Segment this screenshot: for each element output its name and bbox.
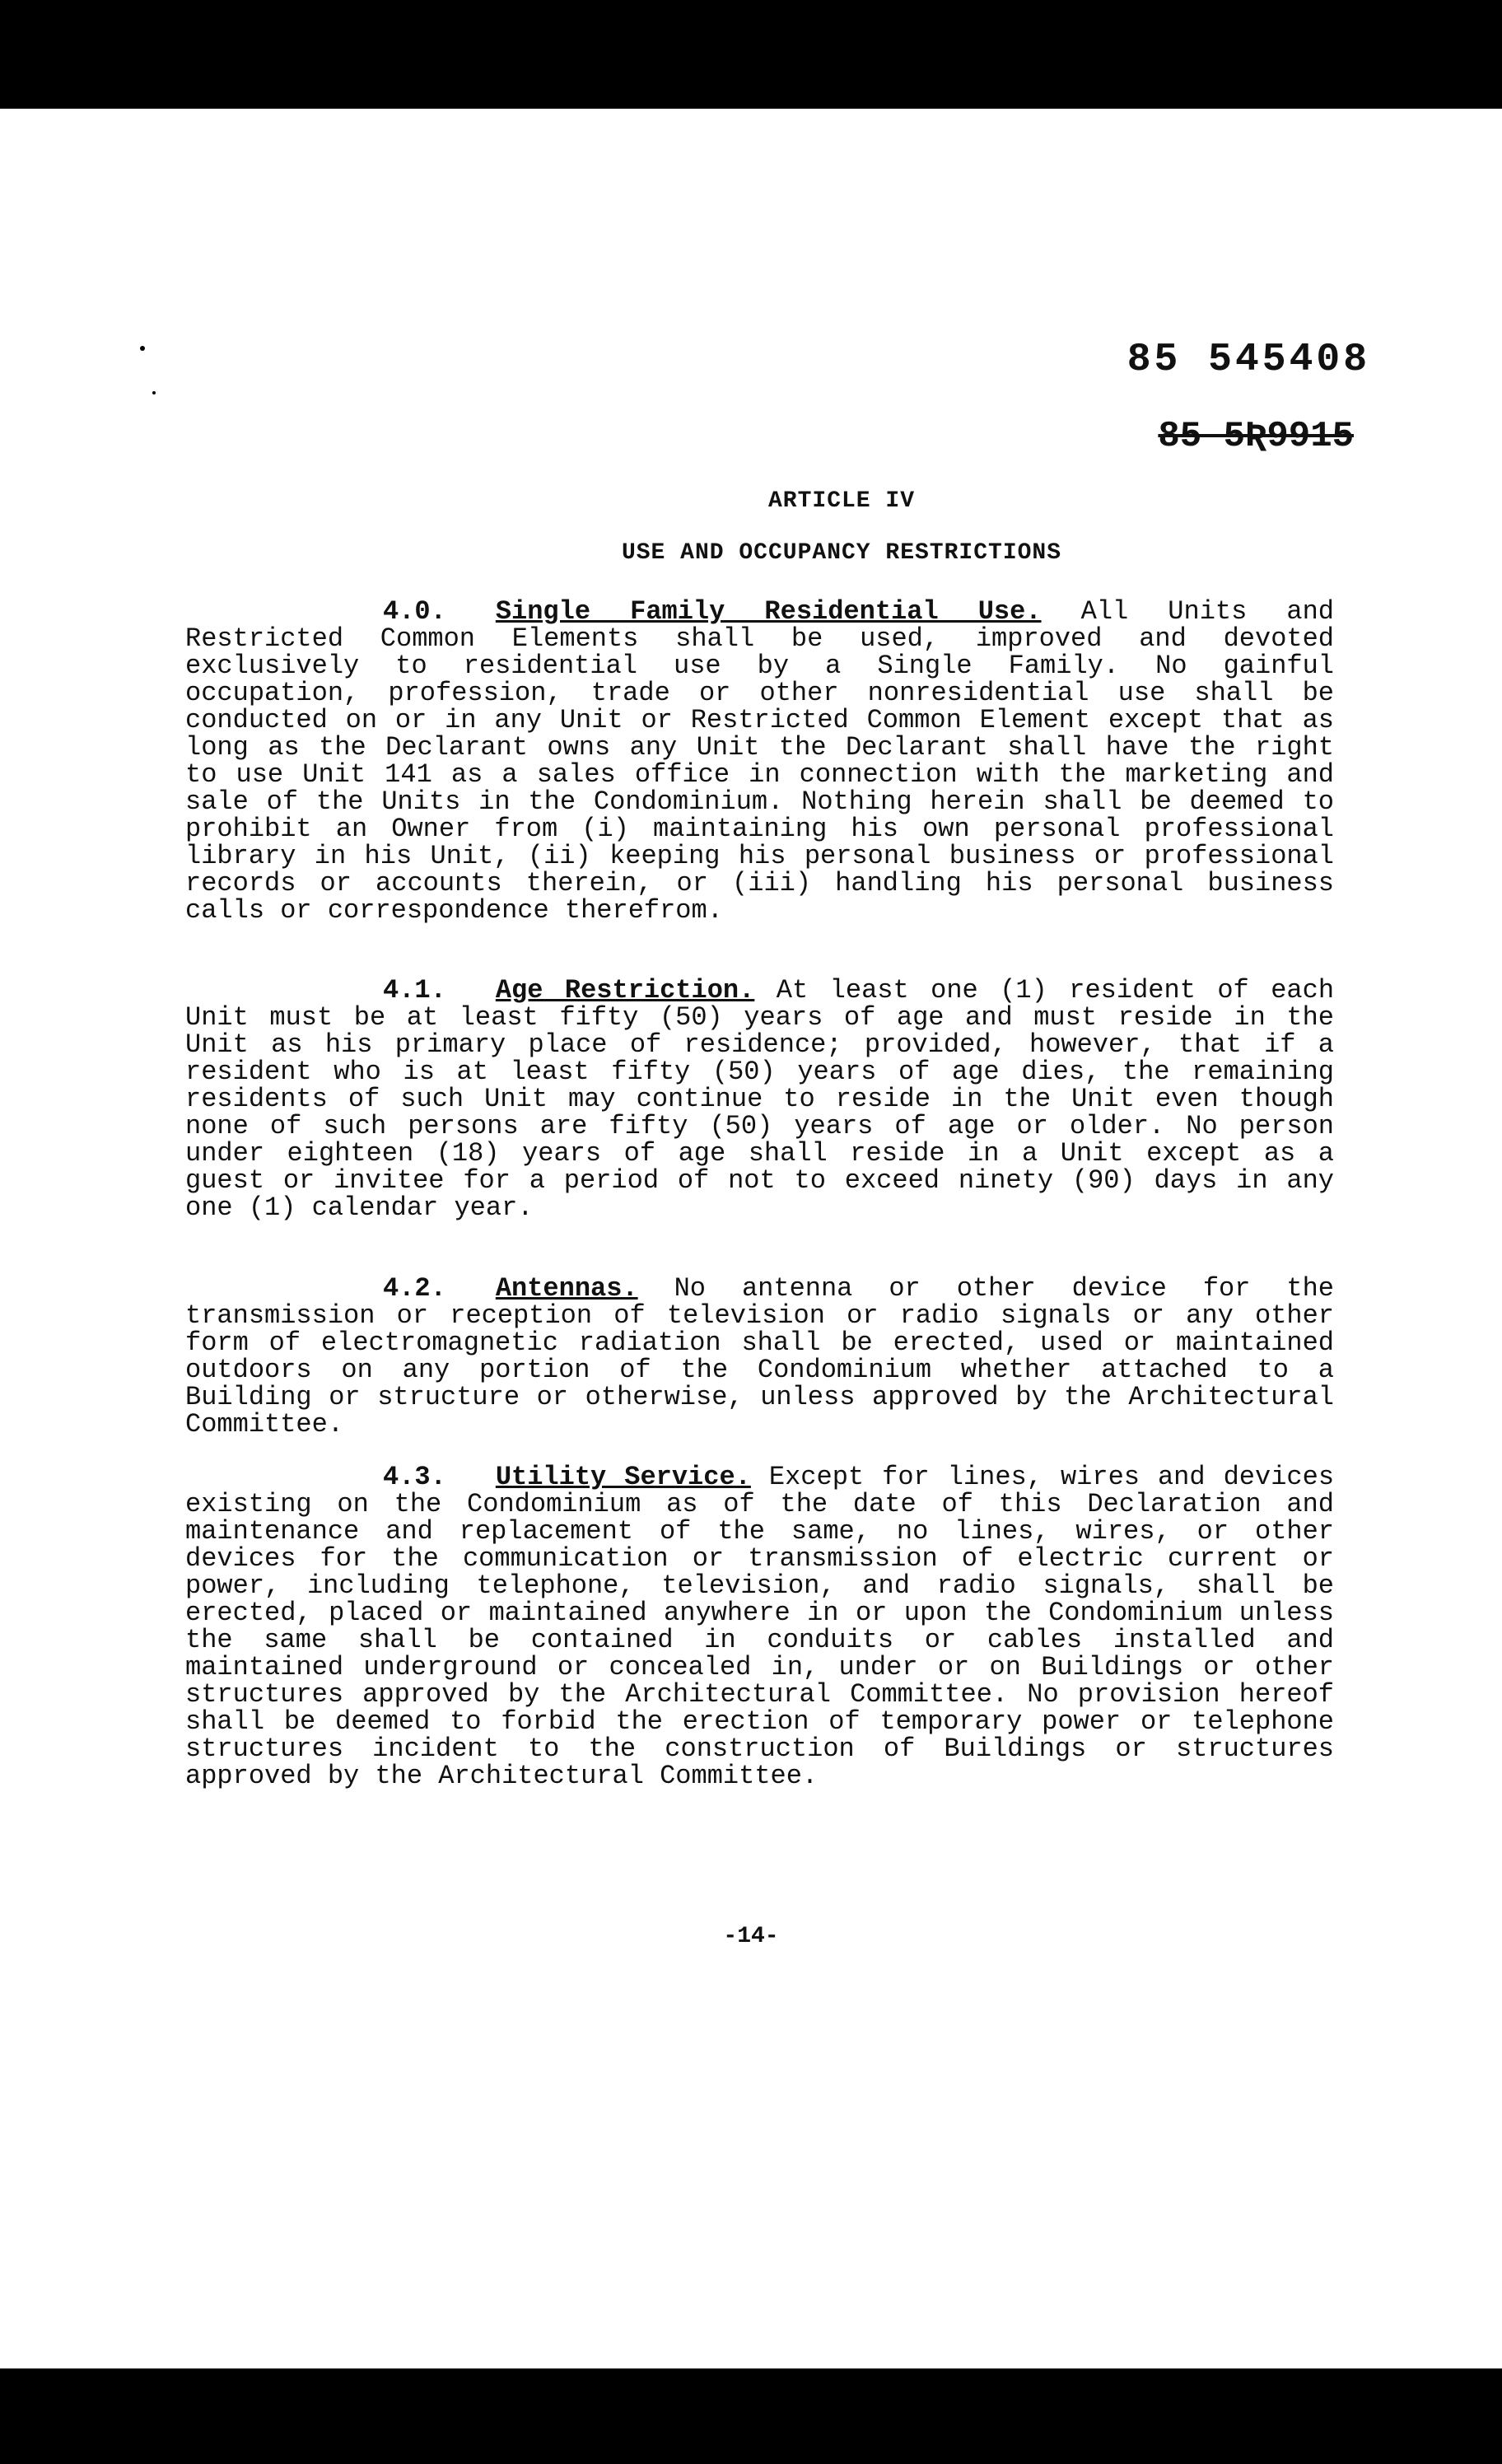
section-title: Age Restriction.: [495, 975, 755, 1006]
section-title: Antennas.: [495, 1273, 638, 1304]
scan-speck: [140, 346, 145, 351]
scan-border-bottom: [0, 2368, 1502, 2464]
section-4-3: [185, 1463, 1334, 1790]
section-number: 4.1.: [383, 975, 446, 1006]
section-4-0: [185, 598, 1334, 924]
section-number: 4.3.: [383, 1462, 446, 1492]
section-title: Utility Service.: [495, 1462, 751, 1492]
scan-speck: [152, 391, 156, 394]
struck-document-number: 85 5Ʀ9915: [1158, 416, 1354, 457]
scan-border-top: [0, 0, 1502, 109]
section-body: Except for lines, wires and devices existing on the Condominium as of the date of this Declaration and maintenance and replacement of the same, no lines, wires, or other devices for the communication or transmission of electric current or power, including telephone, television, and radio signals, shall be erected, placed or maintained anywhere in or upon the Condominium unless the same shall be contained in conduits or cables installed and maintained underground or concealed in, under or on Buildings or other structures approved by the Architectural Committee. No provision hereof shall be deemed to forbid the erection of temporary power or telephone structures incident to the construction of Buildings or structures approved by the Architectural Committee.: [185, 1462, 1335, 1791]
article-title: ARTICLE IV: [767, 488, 916, 514]
document-number: 85 545408: [1126, 338, 1370, 382]
section-number: 4.2.: [383, 1273, 446, 1304]
section-number: 4.0.: [383, 596, 446, 627]
section-4-2: [185, 1275, 1334, 1438]
section-title: Single Family Residential Use.: [495, 596, 1042, 627]
section-4-1: [185, 977, 1334, 1221]
section-body: No antenna or other device for the transmission or reception of television or radio signals or any other form of electromagnetic radiation shall be erected, used or maintained outdoors on any portion of the Condominium whether attached to a Building or structure or otherwise, unless approved by the Architectural Committee.: [185, 1273, 1334, 1440]
section-body: All Units and Restricted Common Elements shall be used, improved and devoted exclusively to residential use by a Single Family. No gainful occupation, profession, trade or other nonresidential use shall be conducted on or in any Unit or Restricted Common Element except that as long as the Declarant owns any Unit the Declarant shall have the right to use Unit 141 as a sales office in connection with the marketing and sale of the Units in the Condominium. Nothing herein shall be deemed to prohibit an Owner from (i) maintaining his own personal professional library in his Unit, (ii) keeping his personal business or professional records or accounts therein, or (iii) handling his personal business calls or correspondence therefrom.: [185, 596, 1334, 926]
page-number: -14-: [723, 1924, 779, 1949]
article-subtitle: USE AND OCCUPANCY RESTRICTIONS: [621, 540, 1062, 566]
section-body: At least one (1) resident of each Unit must be at least fifty (50) years of age and must reside in the Unit as his primary place of residence; provided, however, that if a resident who is at least fifty (50) years of age dies, the remaining residents of such Unit may continue to reside in the Unit even though none of such persons are fifty (50) years of age or older. No person under eighteen (18) years of age shall reside in a Unit except as a guest or invitee for a period of not to exceed ninety (90) days in any one (1) calendar year.: [185, 975, 1335, 1223]
